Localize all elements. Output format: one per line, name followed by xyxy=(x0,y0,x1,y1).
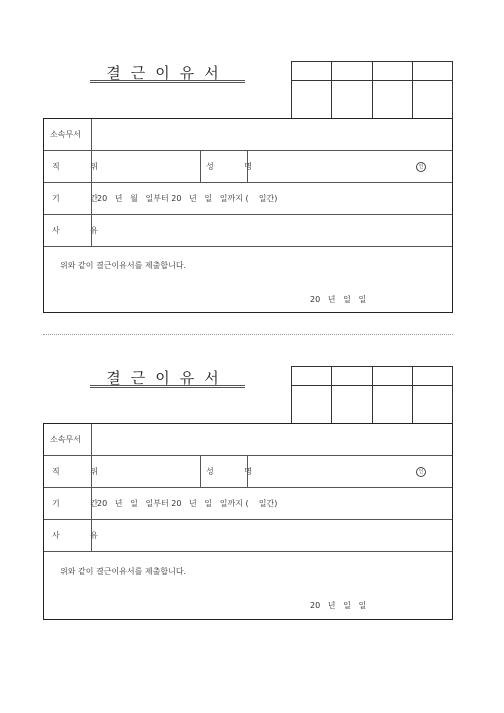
approval-header-cell[interactable] xyxy=(372,367,412,386)
approval-sign-cell[interactable] xyxy=(332,386,372,424)
period-field[interactable]: 20 년 일 일부터 20 년 일 일까지 ( 일간) xyxy=(97,499,278,508)
department-label: 소속무서 xyxy=(50,130,81,139)
reason-row xyxy=(44,215,452,247)
position-name-row xyxy=(44,151,452,183)
position-label: 직 위 xyxy=(52,467,112,476)
reason-label: 사 유 xyxy=(52,226,112,235)
form-body xyxy=(43,118,453,313)
reason-field[interactable] xyxy=(92,520,452,551)
statement-text: 위와 같이 결근이유서를 제출합니다. xyxy=(60,567,187,576)
seal-icon: 인 xyxy=(416,162,426,172)
approval-header-cell[interactable] xyxy=(412,62,452,81)
form-title: 결근이유서 xyxy=(106,64,229,82)
position-field[interactable] xyxy=(92,456,200,487)
seal-icon: 인 xyxy=(416,467,426,477)
name-label: 성 명 xyxy=(206,162,266,171)
reason-label: 사 유 xyxy=(52,531,112,540)
department-field[interactable] xyxy=(92,424,452,455)
approval-header-cell[interactable] xyxy=(372,62,412,81)
position-field[interactable] xyxy=(92,151,200,182)
approval-sign-cell[interactable] xyxy=(372,81,412,119)
divider xyxy=(91,488,92,519)
date-line[interactable]: 20 년 일 일 xyxy=(310,601,367,610)
title-underline xyxy=(90,80,245,81)
approval-sign-cell[interactable] xyxy=(412,386,452,424)
approval-box xyxy=(291,366,453,424)
statement-text: 위와 같이 결근이유서를 제출합니다. xyxy=(60,261,187,270)
approval-sign-cell[interactable] xyxy=(332,81,372,119)
approval-header-cell[interactable] xyxy=(412,367,452,386)
position-label: 직 위 xyxy=(52,162,112,171)
form-body xyxy=(43,423,453,620)
divider xyxy=(91,183,92,214)
approval-header-cell[interactable] xyxy=(292,367,332,386)
approval-sign-cell[interactable] xyxy=(372,386,412,424)
department-row xyxy=(44,424,452,456)
department-row xyxy=(44,119,452,151)
approval-sign-cell[interactable] xyxy=(412,81,452,119)
divider xyxy=(200,151,201,182)
period-row xyxy=(44,183,452,215)
title-underline xyxy=(90,387,245,388)
absence-form-1 xyxy=(0,0,504,310)
approval-sign-cell[interactable] xyxy=(292,81,332,119)
approval-sign-cell[interactable] xyxy=(292,386,332,424)
approval-box xyxy=(291,61,453,119)
approval-header-cell[interactable] xyxy=(332,62,372,81)
approval-header-cell[interactable] xyxy=(292,62,332,81)
position-name-row xyxy=(44,456,452,488)
department-field[interactable] xyxy=(92,119,452,150)
name-label: 성 명 xyxy=(206,467,266,476)
statement-row xyxy=(44,247,452,314)
period-row xyxy=(44,488,452,520)
date-line[interactable]: 20 년 일 일 xyxy=(310,295,367,304)
form-title: 결근이유서 xyxy=(106,369,229,387)
title-underline xyxy=(90,385,245,386)
period-field[interactable]: 20 년 월 일부터 20 년 일 일까지 ( 일간) xyxy=(97,194,278,203)
period-label: 기 간 xyxy=(52,194,112,203)
absence-form-2 xyxy=(0,305,504,615)
period-label: 기 간 xyxy=(52,499,112,508)
divider xyxy=(200,456,201,487)
statement-row xyxy=(44,552,452,621)
reason-field[interactable] xyxy=(92,215,452,246)
reason-row xyxy=(44,520,452,552)
title-underline xyxy=(90,82,245,83)
approval-header-cell[interactable] xyxy=(332,367,372,386)
department-label: 소속무서 xyxy=(50,435,81,444)
